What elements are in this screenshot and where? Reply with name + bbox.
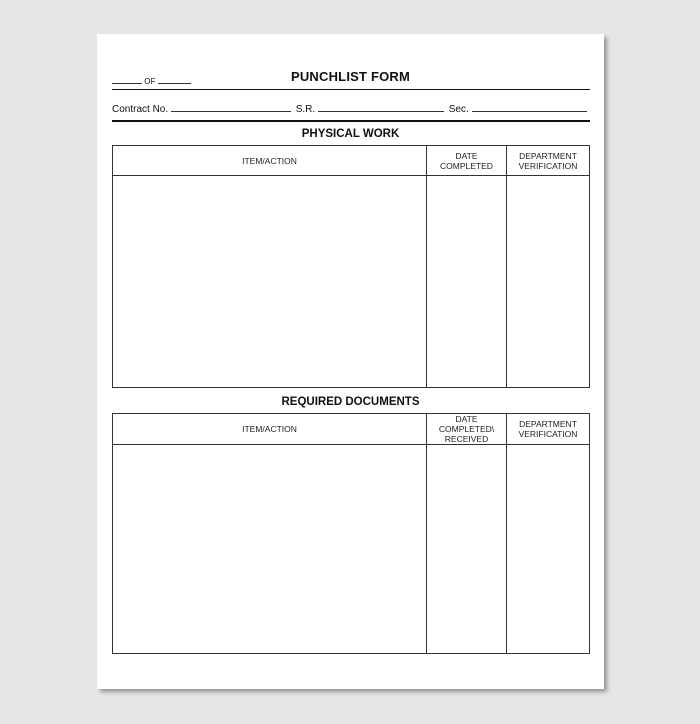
contract-line <box>112 101 587 115</box>
header-divider <box>112 89 590 90</box>
sr-field[interactable] <box>318 101 444 112</box>
sr-label: S.R. <box>295 104 316 115</box>
physical-work-title: PHYSICAL WORK <box>301 128 400 140</box>
required-documents-title: REQUIRED DOCUMENTS <box>281 396 420 408</box>
sec-label: Sec. <box>448 104 469 115</box>
col-department-verification: DEPARTMENT VERIFICATION <box>507 146 590 176</box>
sec-field[interactable] <box>472 101 587 112</box>
col-date-completed: DATE COMPLETED <box>427 146 507 176</box>
date-received-cell[interactable] <box>427 445 507 654</box>
contract-divider <box>112 120 590 122</box>
item-action-cell[interactable] <box>113 176 427 388</box>
col-date-completed-received: DATE COMPLETED\ RECEIVED <box>427 414 507 445</box>
department-verification-cell[interactable] <box>507 176 590 388</box>
col-item-action: ITEM/ACTION <box>113 414 427 445</box>
col-department-verification: DEPARTMENT VERIFICATION <box>507 414 590 445</box>
page-of-label: OF <box>144 77 156 86</box>
form-title: PUNCHLIST FORM <box>290 69 411 84</box>
department-verification-cell[interactable] <box>507 445 590 654</box>
contract-field[interactable] <box>171 101 291 112</box>
item-action-cell[interactable] <box>113 445 427 654</box>
required-documents-table <box>112 413 590 654</box>
date-completed-cell[interactable] <box>427 176 507 388</box>
physical-work-table <box>112 145 590 388</box>
contract-label: Contract No. <box>112 104 169 115</box>
form-page <box>97 34 604 689</box>
col-item-action: ITEM/ACTION <box>113 146 427 176</box>
